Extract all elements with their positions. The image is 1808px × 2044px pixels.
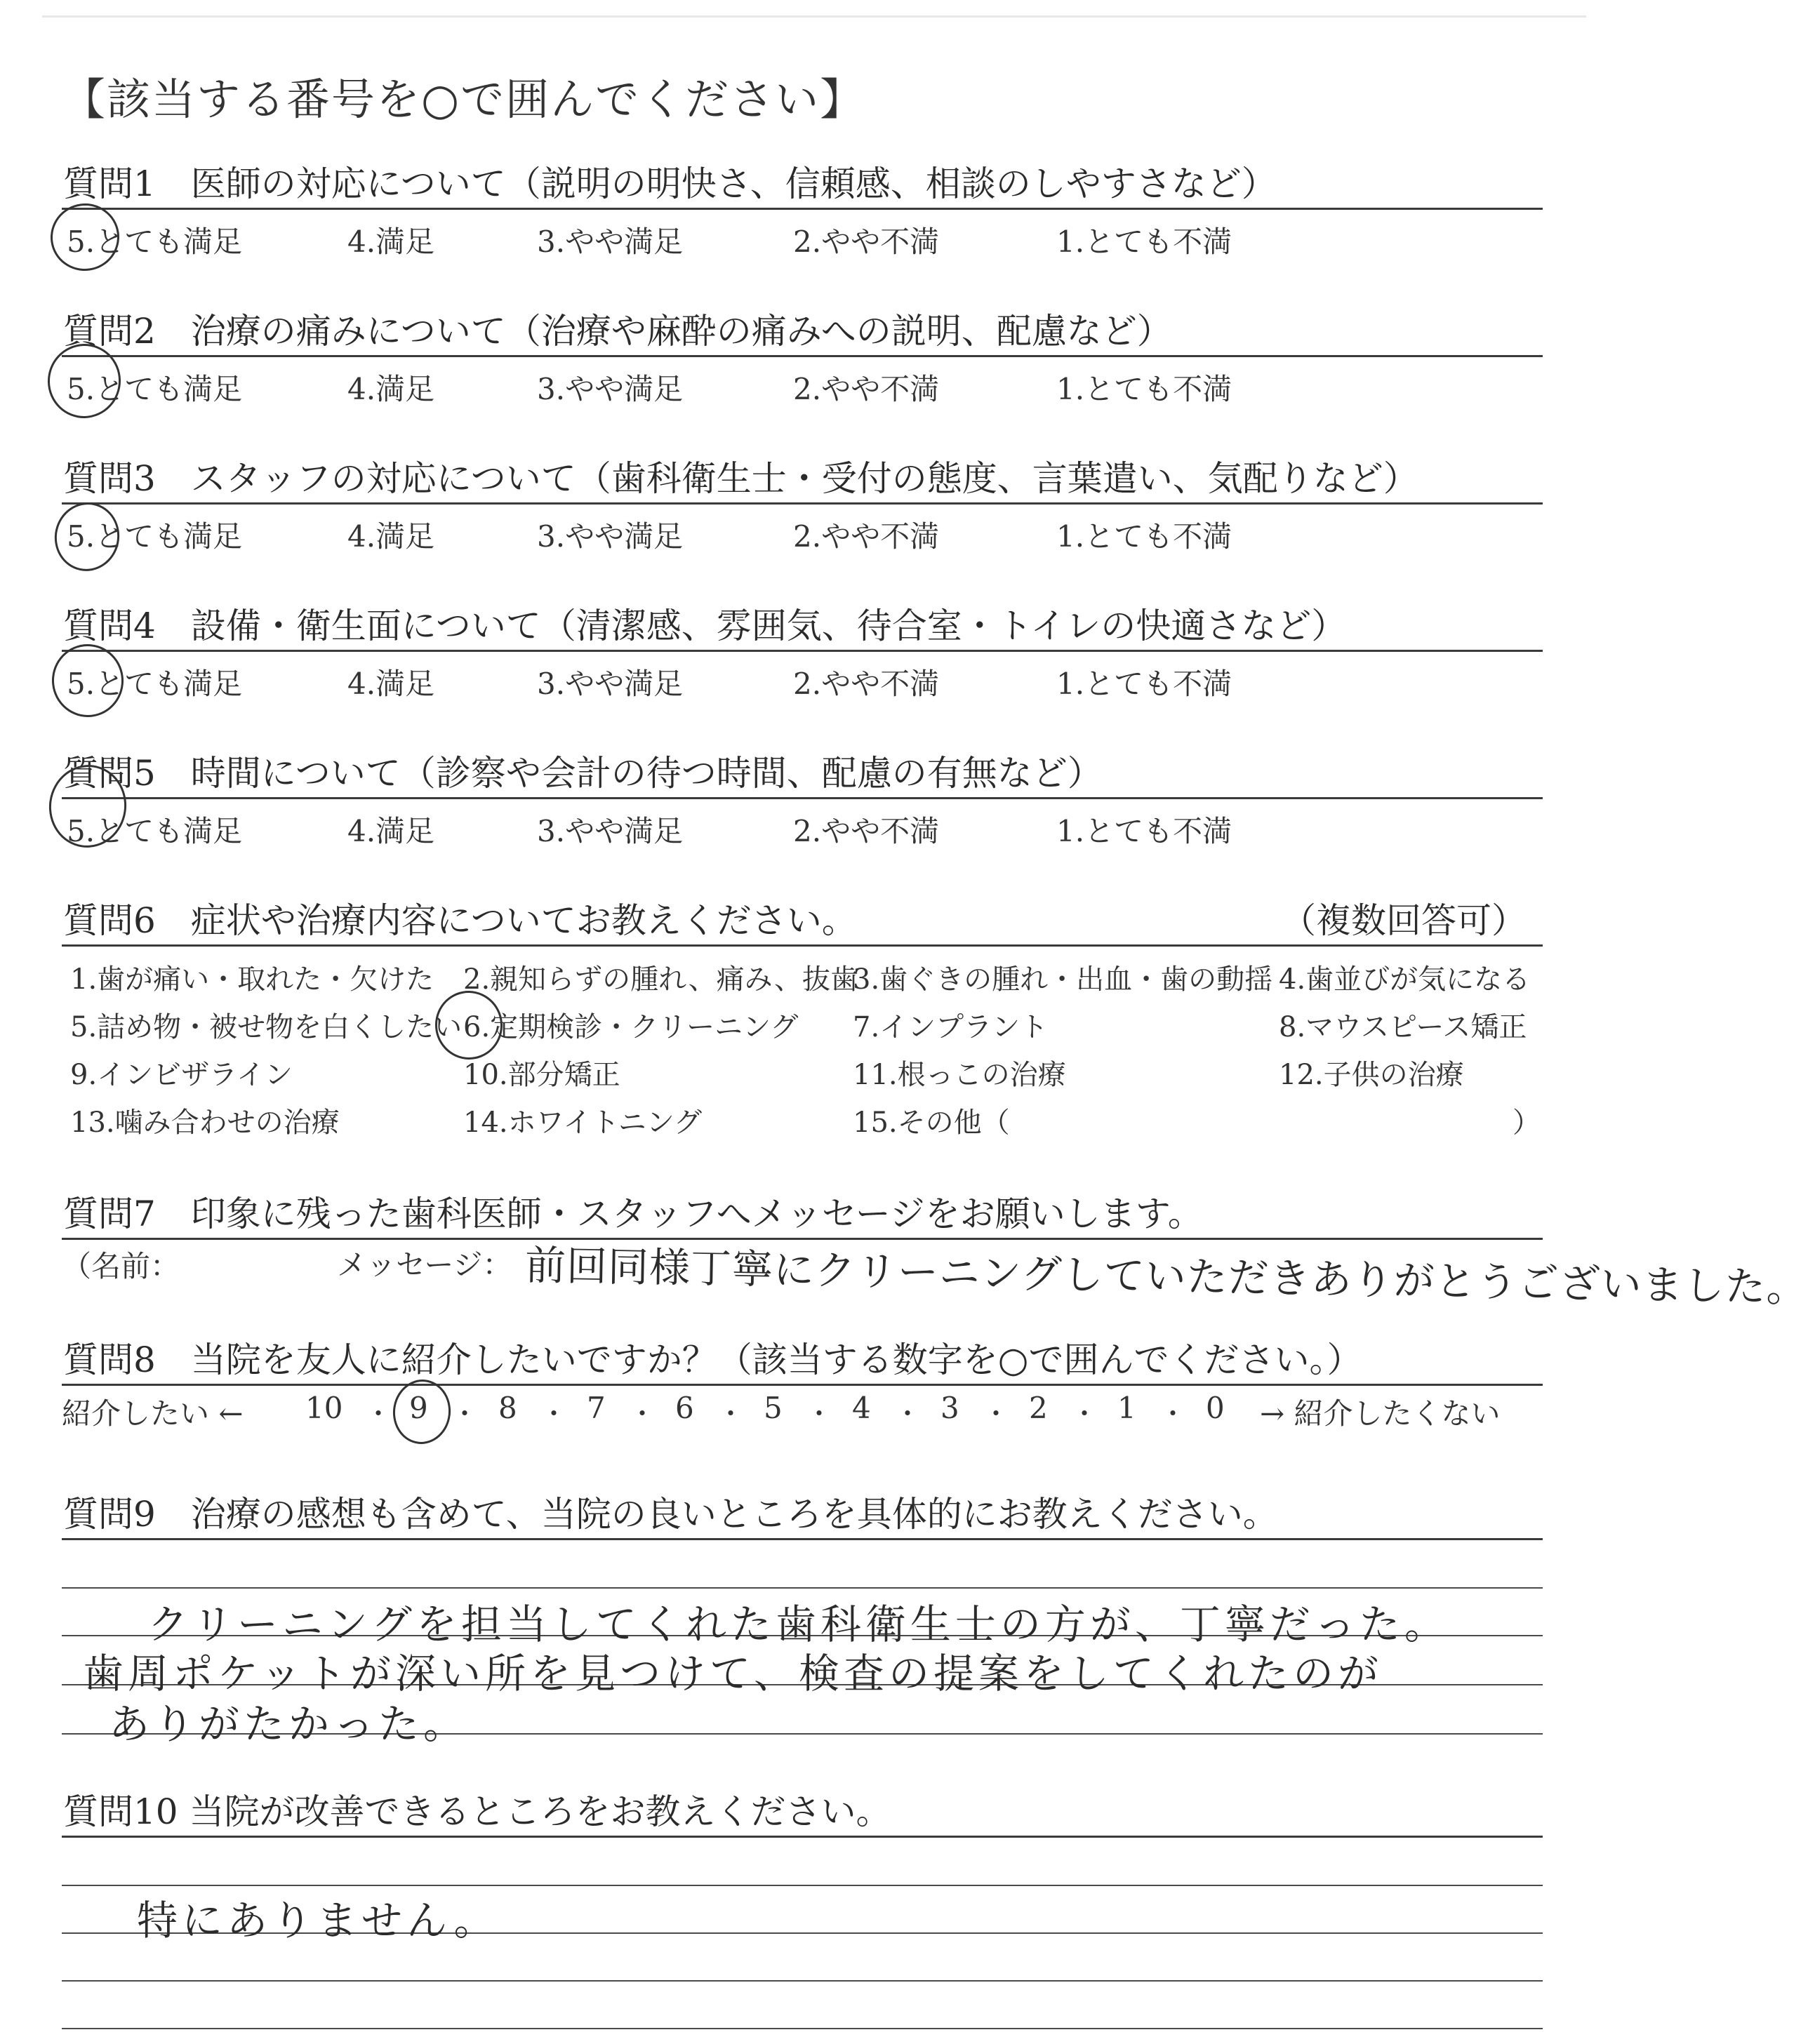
- q8-value-4[interactable]: 4: [852, 1391, 871, 1425]
- q5-option-4[interactable]: 4.満足: [347, 814, 435, 848]
- q2-option-3[interactable]: 3.やや満足: [537, 372, 684, 406]
- q7-name-label: （名前：: [62, 1249, 180, 1283]
- q8-value-0[interactable]: 0: [1206, 1391, 1225, 1425]
- q8-value-9[interactable]: 9: [409, 1391, 428, 1425]
- q3-option-1[interactable]: 1.とても不満: [1056, 519, 1232, 554]
- q8-value-5[interactable]: 5: [764, 1391, 783, 1425]
- page-heading: 【該当する番号を○で囲んでください】: [62, 74, 865, 125]
- q8-separator: ・: [540, 1398, 568, 1429]
- q6-option-5[interactable]: 5.詰め物・被せ物を白くしたい: [70, 1011, 463, 1043]
- q5-option-1[interactable]: 1.とても不満: [1056, 814, 1232, 848]
- q4-option-2[interactable]: 2.やや不満: [793, 667, 940, 701]
- q6-option-12[interactable]: 12.子供の治療: [1279, 1059, 1464, 1091]
- q2-option-1[interactable]: 1.とても不満: [1056, 372, 1232, 406]
- q9-rule-1: [62, 1587, 1543, 1589]
- q6-option-8[interactable]: 8.マウスピース矯正: [1279, 1011, 1527, 1043]
- q10-rule-0: [62, 1836, 1543, 1838]
- q7-title: 質問7 印象に残った歯科医師・スタッフへメッセージをお願いします。: [63, 1194, 1203, 1234]
- q4-option-4[interactable]: 4.満足: [347, 667, 435, 701]
- q6-multiple-answers-note: （複数回答可）: [1281, 900, 1527, 941]
- q6-option-15-close: ）: [1513, 1107, 1541, 1139]
- q1-option-5[interactable]: 5.とても満足: [67, 225, 243, 259]
- q7-message-label: メッセージ：: [337, 1248, 512, 1282]
- q8-selection-circle: [390, 1377, 453, 1447]
- q6-rule: [62, 944, 1543, 947]
- q10-rule-4: [62, 2028, 1543, 2029]
- q8-separator: ・: [806, 1398, 833, 1429]
- q8-right-label: → 紹介したくない: [1260, 1396, 1501, 1431]
- q6-option-9[interactable]: 9.インビザライン: [70, 1059, 293, 1091]
- q1-rule: [62, 208, 1543, 210]
- q6-option-3[interactable]: 3.歯ぐきの腫れ・出血・歯の動揺: [853, 963, 1273, 996]
- q8-left-label: 紹介したい ←: [62, 1396, 244, 1431]
- q3-option-2[interactable]: 2.やや不満: [793, 519, 940, 554]
- q3-option-4[interactable]: 4.満足: [347, 519, 435, 554]
- q8-separator: ・: [717, 1398, 745, 1429]
- q6-option-11[interactable]: 11.根っこの治療: [853, 1059, 1066, 1091]
- q4-selection-circle: [48, 641, 127, 721]
- q6-option-15[interactable]: 15.その他（: [853, 1107, 1010, 1139]
- q7-message-handwritten[interactable]: 前回同様丁寧にクリーニングしていただきありがとうございました。: [524, 1241, 1808, 1311]
- q8-separator: ・: [1071, 1398, 1098, 1429]
- q5-option-3[interactable]: 3.やや満足: [537, 814, 684, 848]
- q6-option-1[interactable]: 1.歯が痛い・取れた・欠けた: [70, 963, 434, 996]
- q8-value-7[interactable]: 7: [587, 1391, 606, 1425]
- q5-rule: [62, 797, 1543, 799]
- q4-rule: [62, 650, 1543, 652]
- q3-option-3[interactable]: 3.やや満足: [537, 519, 684, 554]
- q10-rule-1: [62, 1885, 1543, 1886]
- q9-title: 質問9 治療の感想も含めて、当院の良いところを具体的にお教えください。: [63, 1494, 1278, 1535]
- q1-option-1[interactable]: 1.とても不満: [1056, 225, 1232, 259]
- q8-rule: [62, 1384, 1543, 1386]
- q9-answer-line-3[interactable]: ありがたかった。: [109, 1700, 469, 1748]
- q6-option-14[interactable]: 14.ホワイトニング: [463, 1107, 703, 1139]
- q8-separator: ・: [1159, 1398, 1187, 1429]
- q8-separator: ・: [365, 1398, 392, 1429]
- q9-answer-line-1[interactable]: クリーニングを担当してくれた歯科衛生士の方が、丁寧だった。: [147, 1601, 1449, 1648]
- q8-separator: ・: [894, 1398, 922, 1429]
- page-top-edge: [42, 15, 1586, 18]
- q4-option-3[interactable]: 3.やや満足: [537, 667, 684, 701]
- q1-selection-circle: [46, 199, 124, 276]
- q9-answer-line-2[interactable]: 歯周ポケットが深い所を見つけて、検査の提案をしてくれたのが: [83, 1650, 1383, 1697]
- q6-option-7[interactable]: 7.インプラント: [853, 1011, 1049, 1043]
- q8-title: 質問8 当院を友人に紹介したいですか？（該当する数字を○で囲んでください。）: [63, 1340, 1362, 1380]
- q9-rule-0: [62, 1538, 1543, 1540]
- q1-option-2[interactable]: 2.やや不満: [793, 225, 940, 259]
- q5-option-5[interactable]: 5.とても満足: [67, 814, 243, 848]
- q8-value-8[interactable]: 8: [498, 1391, 517, 1425]
- q8-value-10[interactable]: 10: [305, 1391, 343, 1425]
- q2-option-5[interactable]: 5.とても満足: [67, 372, 243, 406]
- q1-option-3[interactable]: 3.やや満足: [537, 225, 684, 259]
- q6-option-4[interactable]: 4.歯並びが気になる: [1279, 963, 1531, 996]
- q1-option-4[interactable]: 4.満足: [347, 225, 435, 259]
- q4-option-1[interactable]: 1.とても不満: [1056, 667, 1232, 701]
- q8-value-2[interactable]: 2: [1029, 1391, 1048, 1425]
- q3-title: 質問3 スタッフの対応について（歯科衛生士・受付の態度、言葉遣い、気配りなど）: [63, 458, 1418, 499]
- q8-separator: ・: [983, 1398, 1010, 1429]
- q2-title: 質問2 治療の痛みについて（治療や麻酔の痛みへの説明、配慮など）: [63, 311, 1172, 352]
- q6-option-6[interactable]: 6.定期検診・クリーニング: [463, 1011, 799, 1043]
- q8-separator: ・: [451, 1398, 479, 1429]
- q10-rule-3: [62, 1980, 1543, 1982]
- q8-separator: ・: [629, 1398, 656, 1429]
- q10-title: 質問10 当院が改善できるところをお教えください。: [63, 1791, 891, 1832]
- q8-value-1[interactable]: 1: [1117, 1391, 1136, 1425]
- q6-option-2[interactable]: 2.親知らずの腫れ、痛み、抜歯: [463, 963, 858, 996]
- q2-option-2[interactable]: 2.やや不満: [793, 372, 940, 406]
- q3-option-5[interactable]: 5.とても満足: [67, 519, 243, 554]
- q6-title: 質問6 症状や治療内容についてお教えください。: [63, 900, 857, 941]
- q6-option-10[interactable]: 10.部分矯正: [463, 1059, 620, 1091]
- q6-option-13[interactable]: 13.噛み合わせの治療: [70, 1107, 340, 1139]
- q4-option-5[interactable]: 5.とても満足: [67, 667, 243, 701]
- q8-value-6[interactable]: 6: [675, 1391, 694, 1425]
- q5-option-2[interactable]: 2.やや不満: [793, 814, 940, 848]
- q10-answer[interactable]: 特にありません。: [137, 1897, 499, 1944]
- q2-option-4[interactable]: 4.満足: [347, 372, 435, 406]
- q1-title: 質問1 医師の対応について（説明の明快さ、信頼感、相談のしやすさなど）: [63, 163, 1277, 204]
- q2-rule: [62, 355, 1543, 357]
- q5-title: 質問5 時間について（診察や会計の待つ時間、配慮の有無など）: [63, 753, 1103, 794]
- q3-rule: [62, 502, 1543, 505]
- q3-selection-circle: [48, 497, 126, 577]
- q8-value-3[interactable]: 3: [940, 1391, 959, 1425]
- q4-title: 質問4 設備・衛生面について（清潔感、雰囲気、待合室・トイレの快適さなど）: [63, 606, 1347, 646]
